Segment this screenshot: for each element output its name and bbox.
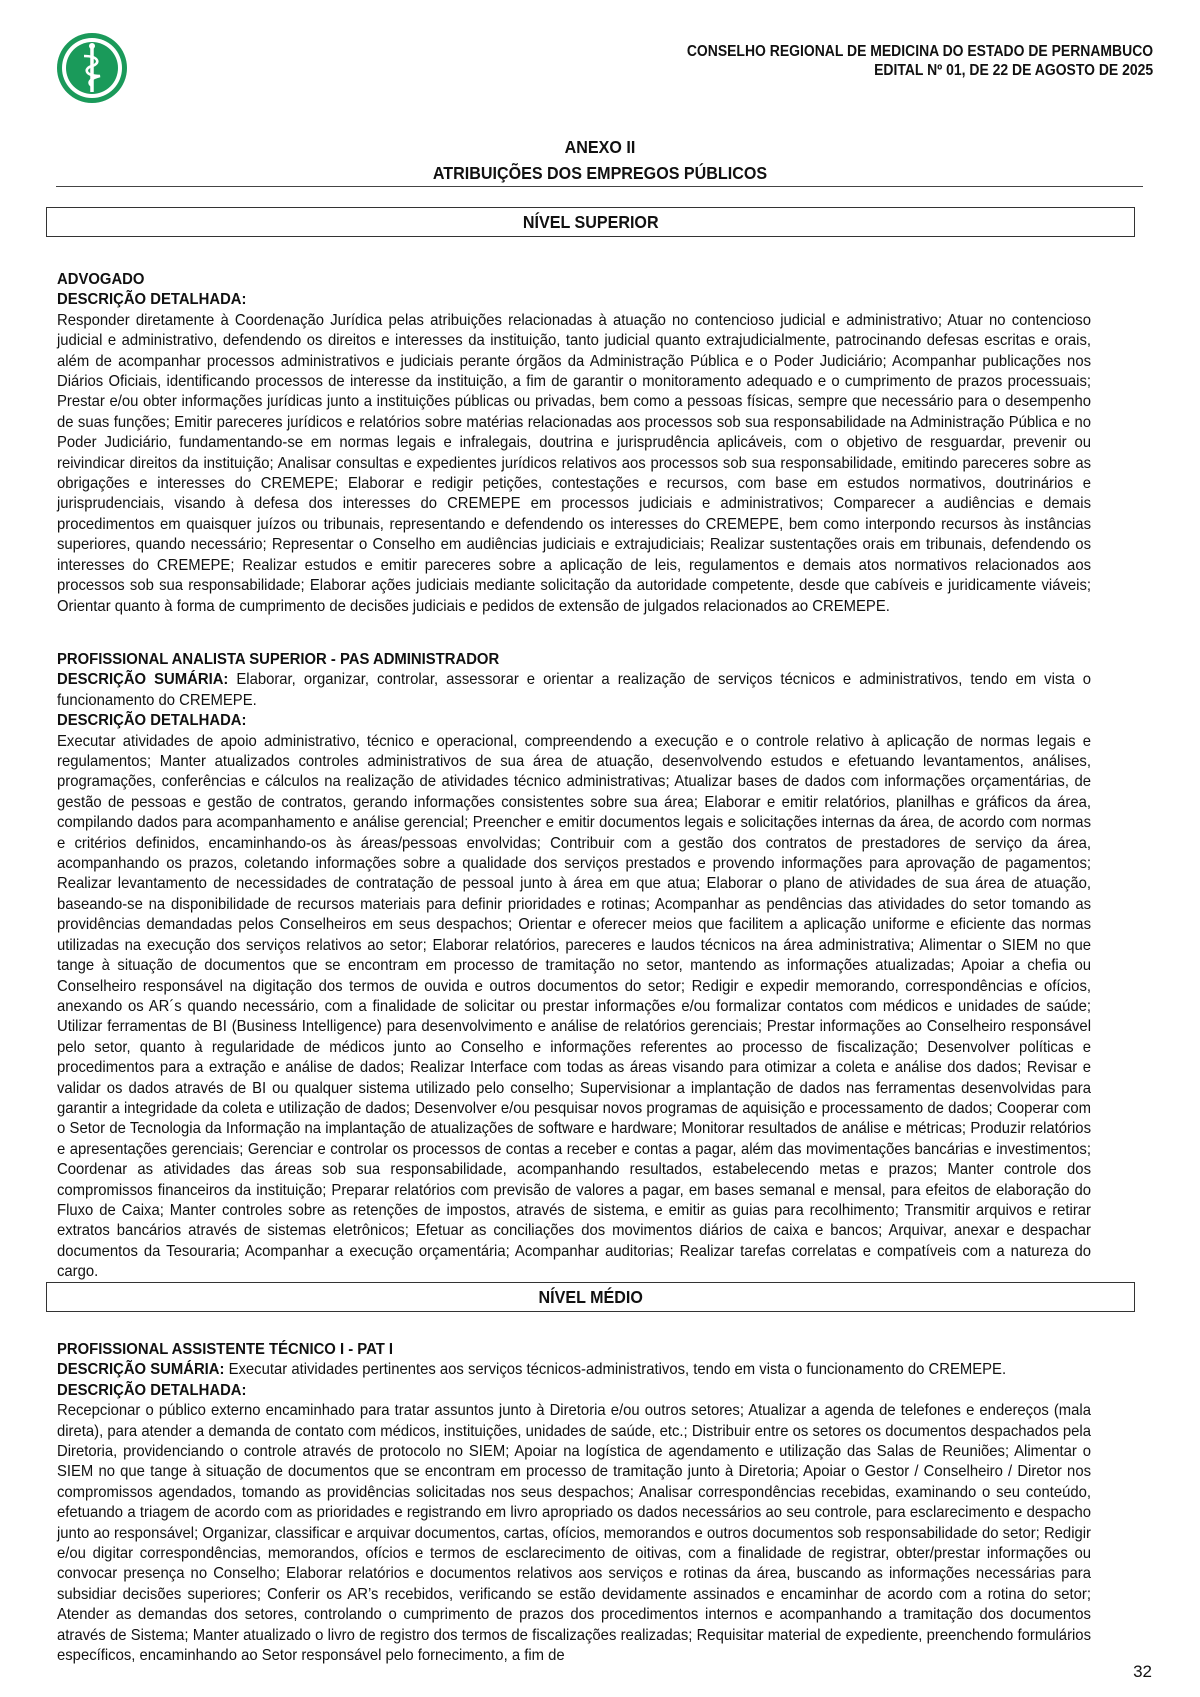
level-medio-label: NÍVEL MÉDIO (538, 1287, 643, 1307)
org-name: CONSELHO REGIONAL DE MEDICINA DO ESTADO DE PERNAMBUCO (686, 43, 1153, 60)
job-title: ADVOGADO (57, 271, 145, 288)
detail-text: Responder diretamente à Coordenação Jurídica pelas atribuições relacionadas à atuação no contencioso judicial e administrativo; Atuar no contencioso judicial e administrativo, defendendo os direitos e interesses da instituição, tanto judicial quanto extrajudicialmente, patrocinando defesas escritas e orais, além de acompanhar processos administrativos e judiciais perante órgãos da Administração Pública e o Poder Judiciário; Acompanhar publicações nos Diários Oficiais, identificando processos de interesse da instituição, a fim de garantir o monitoramento adequado e o cumprimento de prazos processuais; Prestar e/ou obter informações jurídicas junto a instituições públicas ou privadas, bem como a pessoas físicas, sempre que necessário para o desempenho de suas funções; Emitir pareceres jurídicos e relatórios sobre matérias relacionadas aos processos sob sua responsabilidade na Administração Pública e no Poder Judiciário, fundamentando-se em normas legais e infralegais, doutrina e jurisprudência aplicáveis, com o objetivo de resguardar, prevenir ou reivindicar direitos da instituição; Analisar consultas e expedientes jurídicos relativos aos processos sob sua responsabilidade, emitindo pareceres sobre as obrigações e interesses do CREMEPE; Elaborar e redigir petições, contestações e recursos, com base em estudos normativos, doutrinários e jurisprudenciais, visando à defesa dos interesses do CREMEPE em processos judiciais e administrativos; Comparecer a audiências e demais procedimentos em quaisquer juízos ou tribunais, representando e defendendo os interesses do CREMEPE, bem como interpondo recursos às instâncias superiores, quando necessário; Representar o Conselho em audiências judiciais e extrajudiciais; Realizar sustentações orais em tribunais, defendendo os interesses do CREMEPE; Realizar estudos e emitir pareceres sobre a aplicação de leis, regulamentos e demais atos normativos relacionados aos processos sob sua responsabilidade; Elaborar ações judiciais mediante solicitação da autoridade competente, desde que cabíveis e juridicamente viáveis; Orientar quanto à forma de cumprimento de decisões judiciais e pedidos de extensão de julgados relacionados ao CREMEPE. (57, 311, 1091, 615)
summary-label: DESCRIÇÃO SUMÁRIA: (57, 671, 229, 689)
annex-title: ANEXO II (564, 137, 636, 157)
level-superior-label: NÍVEL SUPERIOR (522, 212, 659, 232)
level-medio-box (46, 1282, 1135, 1312)
summary-paragraph (57, 670, 1091, 711)
detail-text: Recepcionar o público externo encaminhado para tratar assuntos junto à Diretoria e/ou outros setores; Atualizar a agenda de telefones e endereços (mala direta), para atender a demanda de contato com médicos, instituições, unidades de saúde, etc.; Distribuir entre os setores os documentos despachados pela Diretoria, providenciando o controle através de protocolo no SIEM; Apoiar na logística de agendamento e utilização das Salas de Reuniões; Alimentar o SIEM no que tange à situação de documentos que se encontram em processo de tramitação junto à Diretoria; Apoiar o Gestor / Conselheiro / Diretor nos compromissos agendados, tomando as providências solicitadas nos seus despachos; Analisar correspondências recebidas, examinando o seu conteúdo, efetuando a triagem de acordo com as prioridades e registrando em livro apropriado os dados necessários ao seu controle, para esclarecimento e despacho junto ao responsável; Organizar, classificar e arquivar documentos, cartas, ofícios, memorandos e outros documentos sob responsabilidade do setor; Redigir e/ou digitar correspondências, memorandos, ofícios e termos de esclarecimento de oitivas, com a finalidade de registrar, obter/prestar informações ou convocar presença no Conselho; Elaborar relatórios e documentos relativos aos serviços e rotinas da área, buscando as informações necessárias para subsidiar decisões superiores; Conferir os AR’s recebidos, verificando se estão devidamente assinados e encaminhar de acordo com a rotina do setor; Atender as demandas dos setores, controlando o cumprimento de prazos dos procedimentos internos e acompanhando a tramitação dos documentos através de Sistema; Manter atualizado o livro de registro dos termos de fiscalizações realizadas; Requisitar material de expediente, preenchendo formulários específicos, encaminhando ao Setor responsável pelo fornecimento, a fim de (57, 1402, 1091, 1665)
job-advogado (57, 270, 1091, 617)
summary-label: DESCRIÇÃO SUMÁRIA: (57, 1361, 225, 1379)
annex-subtitle: ATRIBUIÇÕES DOS EMPREGOS PÚBLICOS (432, 163, 768, 183)
job-title: PROFISSIONAL ANALISTA SUPERIOR - PAS ADMINISTRADOR (57, 651, 500, 668)
job-title: PROFISSIONAL ASSISTENTE TÉCNICO I - PAT I (57, 1341, 394, 1358)
edital-title: EDITAL Nº 01, DE 22 DE AGOSTO DE 2025 (873, 62, 1153, 79)
heading-divider (56, 186, 1143, 187)
cremepe-logo (56, 32, 128, 104)
level-superior-box (46, 207, 1135, 237)
detail-label: DESCRIÇÃO DETALHADA: (57, 291, 247, 309)
document-header (687, 42, 1153, 80)
summary-paragraph (57, 1360, 1091, 1380)
page-number: 32 (1133, 1662, 1152, 1681)
annex-heading (48, 134, 1152, 186)
job-pat-i (57, 1340, 1091, 1667)
detail-label: DESCRIÇÃO DETALHADA: (57, 1381, 247, 1399)
summary-text: Elaborar, organizar, controlar, assessorar e orientar a realização de serviços técnicos e administrativos, tendo em vista o funcionamento do CREMEPE. (57, 671, 1091, 709)
job-pas-administrador (57, 650, 1091, 1283)
detail-text: Executar atividades de apoio administrativo, técnico e operacional, compreendendo a execução e o controle relativo à aplicação de normas legais e regulamentos; Manter atualizados controles administrativos de sua área de atuação, desenvolvendo estudos e efetuando levantamentos, análises, programações, conferências e cálculos na realização de atividades técnico administrativas; Atualizar bases de dados com informações orçamentárias, de gestão de pessoas e gestão de contratos, gerando informações consistentes sobre sua área; Elaborar e emitir relatórios, planilhas e gráficos da área, compilando dados para acompanhamento e análise gerencial; Preencher e emitir documentos legais e solicitações internas da área, de acordo com normas e critérios definidos, encaminhando-os às áreas/pessoas envolvidas; Contribuir com a gestão dos contratos de prestadores de serviço da área, acompanhando os prazos, coletando informações sobre a qualidade dos serviços prestados e provendo informações para aprovação de pagamentos; Realizar levantamento de necessidades de contratação de pessoal junto à área em que atua; Elaborar o plano de atividades de sua área de atuação, baseando-se na disponibilidade de recursos materiais para definir prioridades e rotinas; Acompanhar as pendências das atividades do setor tomando as providências demandadas pelos Conselheiros em seus despachos; Orientar e oferecer meios que facilitem a aplicação uniforme e eficiente das normas utilizadas na execução dos serviços relativos ao setor; Elaborar relatórios, pareceres e laudos técnicos na área administrativa; Alimentar o SIEM no que tange à situação de documentos que se encontram em processo de tramitação no setor, mantendo as informações atualizadas; Apoiar a chefia ou Conselheiro responsável na digitação dos termos de ouvida e outros documentos do setor; Redigir e expedir memorando, correspondências e ofícios, anexando os AR´s quando necessário, com a finalidade de solicitar ou prestar informações e/ou formalizar contatos com médicos e unidades de saúde; Utilizar ferramentas de BI (Business Intelligence) para desenvolvimento e análise de relatórios gerenciais; Prestar informações ao Conselheiro responsável pelo setor, quanto à regularidade de médicos junto ao Conselho e informações referentes ao processo de fiscalização; Desenvolver políticas e procedimentos para a extração e análise de dados; Realizar Interface com todas as áreas visando para otimizar a coleta e análise dos dados; Revisar e validar os dados através de BI ou qualquer sistema utilizado pelo conselho; Supervisionar a implantação de dados nas ferramentas desenvolvidas para garantir a integridade da coleta e utilização de dados; Desenvolver e/ou pesquisar novos programas de aquisição e processamento de dados; Cooperar com o Setor de Tecnologia da Informação na implantação de atualizações de software e hardware; Monitorar resultados de análise e métricas; Produzir relatórios e apresentações gerenciais; Gerenciar e controlar os processos de contas a receber e contas a pagar, além das movimentações bancárias e investimentos; Coordenar as atividades das áreas sob sua responsabilidade, acompanhando resultados, estabelecendo metas e prazos; Manter controle dos compromissos financeiros da instituição; Preparar relatórios com previsão de valores a pagar, em bases semanal e mensal, para efeitos de elaboração do Fluxo de Caixa; Manter controles sobre as retenções de impostos, através de sistema, e emitir as guias para recolhimento; Transmitir arquivos e retirar extratos bancários através de sistemas eletrônicos; Efetuar as conciliações dos movimentos diários de caixa e bancos; Arquivar, anexar e despachar documentos da Tesouraria; Acompanhar a execução orçamentária; Acompanhar auditorias; Realizar tarefas correlatas e compatíveis com a natureza do cargo. (57, 732, 1091, 1281)
summary-text: Executar atividades pertinentes aos serviços técnicos-administrativos, tendo em vista o funcionamento do CREMEPE. (224, 1361, 1007, 1379)
detail-label: DESCRIÇÃO DETALHADA: (57, 712, 247, 730)
